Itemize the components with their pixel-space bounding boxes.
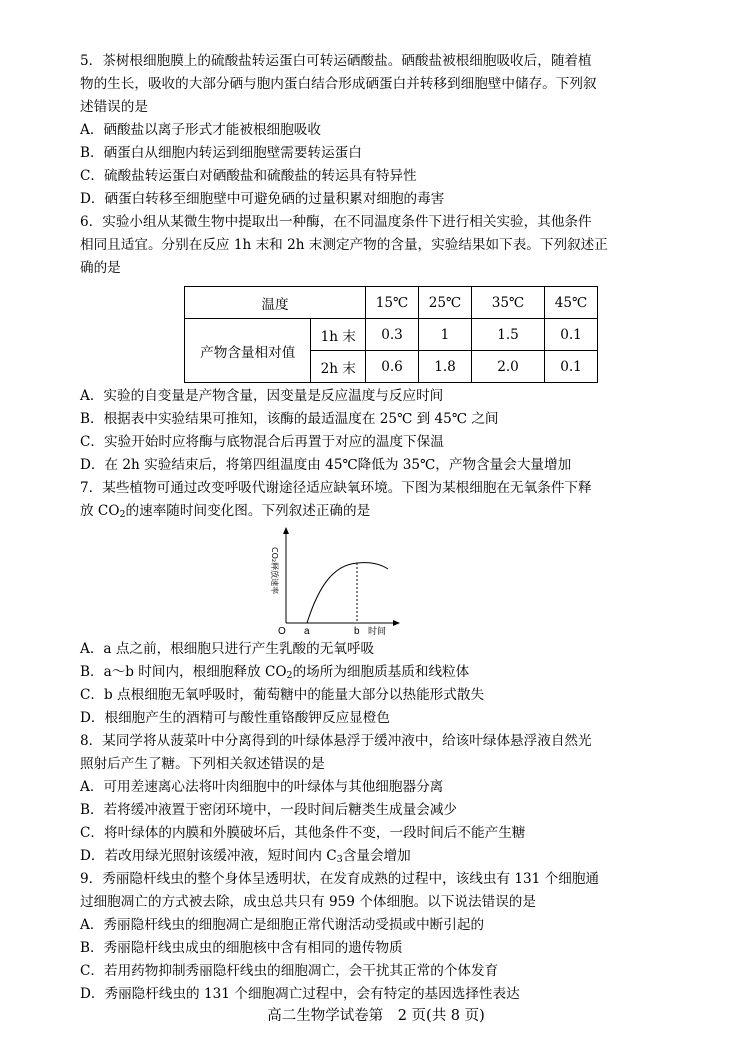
q7-option-d: D．根细胞产生的酒精可与酸性重铬酸钾反应显橙色	[80, 710, 390, 726]
q5-option-d: D．硒蛋白转移至细胞壁中可避免硒的过量积累对细胞的毒害	[80, 191, 445, 207]
y-axis-arrow	[283, 527, 289, 534]
point-a-label: a	[304, 626, 310, 637]
q9-option-a: A．秀丽隐杆线虫的细胞凋亡是细胞正常代谢活动受损或中断引起的	[80, 917, 485, 933]
table-row	[185, 287, 598, 319]
table-temp-cell: 45℃	[545, 287, 598, 319]
x-axis-arrow	[393, 620, 400, 626]
q5-stem-line1: 5．茶树根细胞膜上的硫酸盐转运蛋白可转运硒酸盐。硒酸盐被根细胞吸收后，随着植	[80, 53, 592, 69]
y-axis-label: CO₂释放速率	[270, 547, 279, 595]
q6-data-table	[184, 286, 598, 383]
q7-stem-line1: 7．某些植物可通过改变呼吸代谢途径适应缺氧环境。下图为某根细胞在无氧条件下释	[80, 480, 592, 496]
q8-stem-line2: 照射后产生了糖。下列相关叙述错误的是	[80, 756, 325, 772]
table-row	[185, 319, 598, 351]
question-6	[80, 211, 680, 477]
question-8	[80, 730, 680, 868]
q8-option-c: C．将叶绿体的内膜和外膜破坏后，其他条件不变，一段时间后不能产生糖	[80, 825, 526, 841]
q9-stem-line1: 9．秀丽隐杆线虫的整个身体呈透明状，在发育成熟的过程中，该线虫有 131 个细胞通	[80, 871, 600, 887]
x-axis-label: 时间	[368, 627, 387, 637]
question-7	[80, 477, 680, 730]
table-cell: 2.0	[472, 351, 545, 383]
q8-option-a: A．可用差速离心法将叶肉细胞中的叶绿体与其他细胞器分离	[80, 779, 444, 795]
q9-option-d: D．秀丽隐杆线虫的 131 个细胞凋亡过程中，会有特定的基因选择性表达	[80, 986, 520, 1002]
q5-option-a: A．硒酸盐以离子形式才能被根细胞吸收	[80, 122, 321, 138]
q6-option-b: B．根据表中实验结果可推知，该酶的最适温度在 25℃ 到 45℃ 之间	[80, 411, 499, 427]
q6-stem-line3: 确的是	[80, 260, 121, 276]
rate-curve	[307, 563, 388, 623]
q6-stem-line2: 相同且适宜。分别在反应 1h 末和 2h 末测定产物的含量，实验结果如下表。下列叙述正	[80, 237, 608, 253]
table-temp-cell: 15℃	[366, 287, 419, 319]
table-temp-cell: 25℃	[419, 287, 472, 319]
q6-option-a: A．实验的自变量是产物含量，因变量是反应温度与反应时间	[80, 388, 444, 404]
table-header-temperature: 温度	[185, 287, 366, 319]
q8-option-d: D．若改用绿光照射该缓冲液，短时间内 $C_3$含量会增加	[80, 848, 411, 865]
q5-stem-line3: 述错误的是	[80, 99, 148, 115]
origin-label: O	[278, 626, 286, 637]
q7-option-a: A．a 点之前，根细胞只进行产生乳酸的无氧呼吸	[80, 641, 375, 657]
table-row-label: 产物含量相对值	[185, 319, 311, 383]
q9-option-c: C．若用药物抑制秀丽隐杆线虫的细胞凋亡，会干扰其正常的个体发育	[80, 963, 499, 979]
q9-option-b: B．秀丽隐杆线虫成虫的细胞核中含有相同的遗传物质	[80, 940, 403, 956]
q6-option-d: D．在 2h 实验结束后，将第四组温度由 45℃降低为 35℃，产物含量会大量增加	[80, 457, 572, 473]
q7-option-b: B．a～b 时间内，根细胞释放 $CO_2$的场所为细胞质基质和线粒体	[80, 664, 470, 681]
q5-option-c: C．硫酸盐转运蛋白对硒酸盐和硫酸盐的转运具有特异性	[80, 168, 417, 184]
q5-stem-line2: 物的生长，吸收的大部分硒与胞内蛋白结合形成硒蛋白并转移到细胞壁中储存。下列叙	[80, 76, 597, 92]
page-footer: 高二生物学试卷第 2 页(共 8 页)	[267, 1008, 485, 1024]
table-cell: 1.5	[472, 319, 545, 351]
question-9	[80, 868, 680, 1006]
co2-rate-graph	[264, 525, 404, 637]
q5-option-b: B．硒蛋白从细胞内转运到细胞壁需要转运蛋白	[80, 145, 362, 161]
exam-page	[80, 50, 680, 1006]
q6-option-c: C．实验开始时应将酶与底物混合后再置于对应的温度下保温	[80, 434, 444, 450]
table-temp-cell: 35℃	[472, 287, 545, 319]
q8-stem-line1: 8．某同学将从菠菜叶中分离得到的叶绿体悬浮于缓冲液中，给该叶绿体悬浮液自然光	[80, 733, 592, 749]
q6-stem-line1: 6．实验小组从某微生物中提取出一种酶，在不同温度条件下进行相关实验，其他条件	[80, 214, 592, 230]
table-cell: 0.1	[545, 319, 598, 351]
table-cell: 0.1	[545, 351, 598, 383]
table-cell: 1	[419, 319, 472, 351]
table-row2-label: 2h 末	[311, 351, 366, 383]
question-5	[80, 50, 680, 211]
table-cell: 1.8	[419, 351, 472, 383]
q7-stem-line2: 放 $CO_2$的速率随时间变化图。下列叙述正确的是	[80, 503, 371, 520]
table-row1-label: 1h 末	[311, 319, 366, 351]
q7-option-c: C．b 点根细胞无氧呼吸时，葡萄糖中的能量大部分以热能形式散失	[80, 687, 485, 703]
table-cell: 0.3	[366, 319, 419, 351]
q9-stem-line2: 过细胞凋亡的方式被去除，成虫总共只有 959 个体细胞。以下说法错误的是	[80, 894, 536, 910]
q7-graph	[80, 525, 680, 638]
point-b-label: b	[354, 626, 360, 637]
table-cell: 0.6	[366, 351, 419, 383]
q8-option-b: B．若将缓冲液置于密闭环境中，一段时间后糖类生成量会减少	[80, 802, 458, 818]
